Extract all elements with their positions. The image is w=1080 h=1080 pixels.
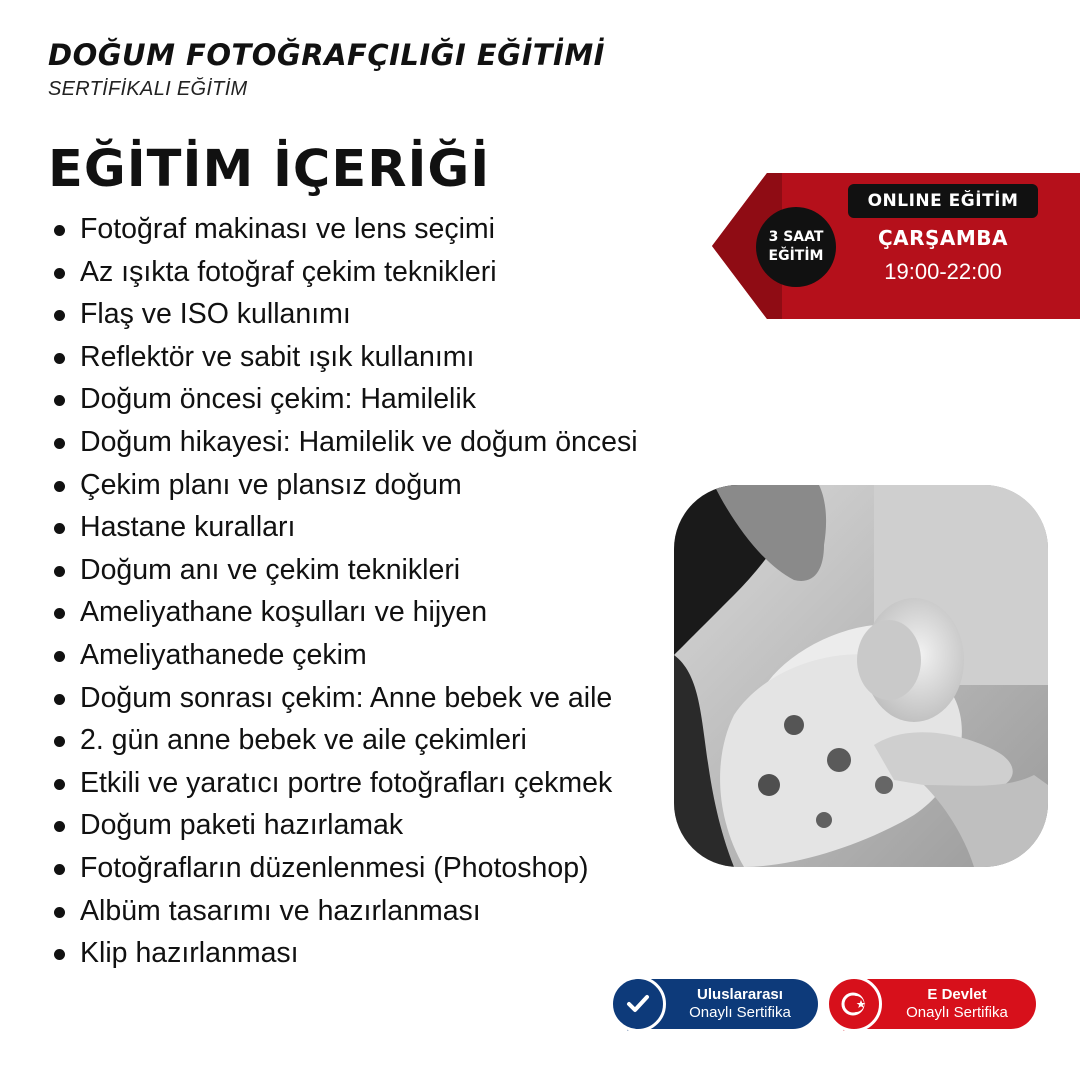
schedule-day: ÇARŞAMBA xyxy=(877,226,1009,250)
duration-line-2: EĞİTİM xyxy=(768,248,824,264)
topic-text: Ameliyathane koşulları ve hijyen xyxy=(80,596,488,629)
topic-text: Flaş ve ISO kullanımı xyxy=(80,298,351,331)
badge-title: Uluslararası xyxy=(697,986,783,1003)
bullet-icon xyxy=(54,779,65,790)
topic-text: Az ışıkta fotoğraf çekim teknikleri xyxy=(80,255,497,288)
topic-list xyxy=(48,208,638,975)
photo-illustration xyxy=(674,485,1048,867)
mother-newborn-photo xyxy=(674,485,1048,867)
topic-text: Doğum sonrası çekim: Anne bebek ve aile xyxy=(80,681,613,714)
badge-title: E Devlet xyxy=(927,986,987,1003)
list-item xyxy=(48,591,638,634)
bullet-icon xyxy=(54,481,65,492)
badge-subtitle: Onaylı Sertifika xyxy=(689,1004,791,1021)
bullet-icon xyxy=(54,268,65,279)
list-item xyxy=(48,847,638,890)
topic-text: Hastane kuralları xyxy=(80,511,296,544)
edevlet-certificate-badge xyxy=(828,979,1036,1029)
list-item xyxy=(48,293,638,336)
international-certificate-badge xyxy=(612,979,818,1029)
list-item xyxy=(48,378,638,421)
bullet-icon xyxy=(54,907,65,918)
bullet-icon xyxy=(54,608,65,619)
list-item xyxy=(48,890,638,933)
topic-text: Ameliyathanede çekim xyxy=(80,638,367,671)
bullet-icon xyxy=(54,651,65,662)
bullet-icon xyxy=(54,566,65,577)
topic-text: Doğum anı ve çekim teknikleri xyxy=(80,553,461,586)
schedule-time: 19:00-22:00 xyxy=(884,259,1002,284)
list-item xyxy=(48,719,638,762)
bullet-icon xyxy=(54,949,65,960)
list-item xyxy=(48,464,638,507)
section-heading: EĞİTİM İÇERİĞİ xyxy=(48,140,491,199)
topic-text: Doğum hikayesi: Hamilelik ve doğum öncesi xyxy=(80,425,638,458)
list-item xyxy=(48,251,638,294)
bullet-icon xyxy=(54,864,65,875)
topic-text: Reflektör ve sabit ışık kullanımı xyxy=(80,340,475,373)
list-item xyxy=(48,336,638,379)
checkmark-icon xyxy=(610,976,666,1032)
list-item xyxy=(48,549,638,592)
list-item xyxy=(48,762,638,805)
bullet-icon xyxy=(54,438,65,449)
bullet-icon xyxy=(54,736,65,747)
topic-text: Çekim planı ve plansız doğum xyxy=(80,468,462,501)
duration-line-1: 3 SAAT xyxy=(768,229,824,245)
topic-text: Etkili ve yaratıcı portre fotoğrafları çekmek xyxy=(80,766,613,799)
bullet-icon xyxy=(54,821,65,832)
course-title: DOĞUM FOTOĞRAFÇILIĞI EĞİTİMİ xyxy=(48,38,605,72)
list-item xyxy=(48,421,638,464)
duration-badge xyxy=(756,207,836,287)
badge-subtitle: Onaylı Sertifika xyxy=(906,1004,1008,1021)
list-item xyxy=(48,932,638,975)
topic-text: Klip hazırlanması xyxy=(80,937,299,970)
topic-text: Fotoğraf makinası ve lens seçimi xyxy=(80,213,495,245)
topic-text: 2. gün anne bebek ve aile çekimleri xyxy=(80,724,527,757)
list-item xyxy=(48,208,638,251)
bullet-icon xyxy=(54,395,65,406)
format-pill: ONLINE EĞİTİM xyxy=(848,184,1038,218)
topic-text: Fotoğrafların düzenlenmesi (Photoshop) xyxy=(80,851,589,884)
topic-text: Doğum paketi hazırlamak xyxy=(80,809,404,842)
bullet-icon xyxy=(54,353,65,364)
list-item xyxy=(48,804,638,847)
bullet-icon xyxy=(54,310,65,321)
list-item xyxy=(48,677,638,720)
bullet-icon xyxy=(54,225,65,236)
bullet-icon xyxy=(54,694,65,705)
topic-text: Doğum öncesi çekim: Hamilelik xyxy=(80,383,476,416)
topic-text: Albüm tasarımı ve hazırlanması xyxy=(80,894,481,927)
list-item xyxy=(48,634,638,677)
list-item xyxy=(48,506,638,549)
course-subtitle: SERTİFİKALI EĞİTİM xyxy=(48,78,248,100)
edevlet-logo-icon xyxy=(826,976,882,1032)
bullet-icon xyxy=(54,523,65,534)
